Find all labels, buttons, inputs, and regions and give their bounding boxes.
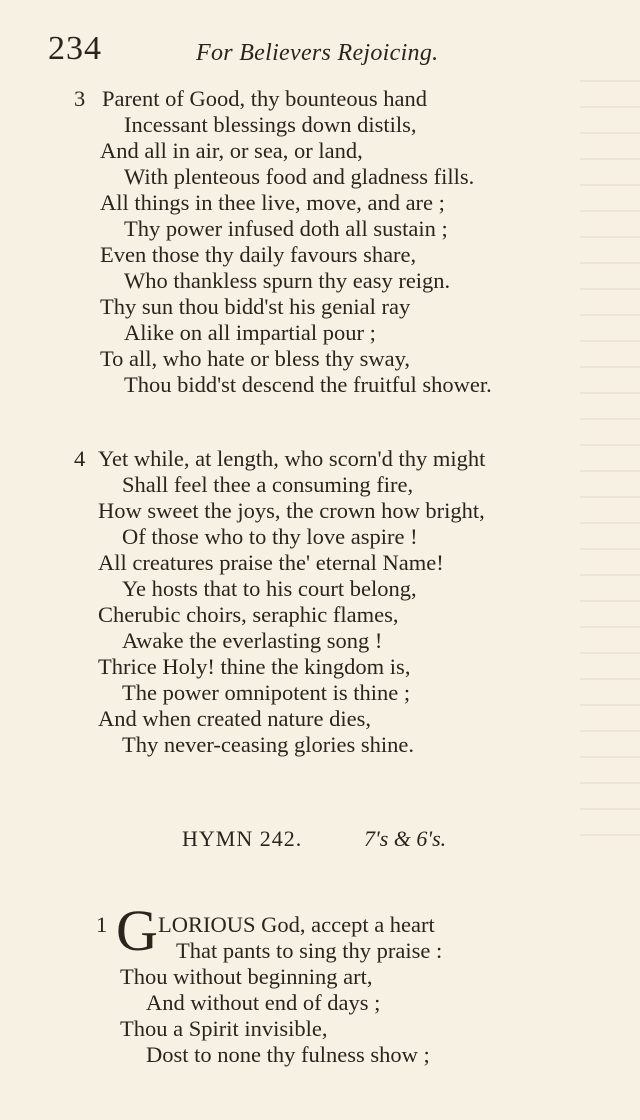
show-through-text [580, 80, 640, 840]
verse-line: Thy never-ceasing glories shine. [122, 732, 414, 757]
verse-line: Thou a Spirit invisible, [120, 1016, 328, 1041]
verse-line: Awake the everlasting song ! [122, 628, 383, 653]
verse-line: Dost to none thy fulness show ; [146, 1042, 430, 1067]
verse-line: Thy sun thou bidd'st his genial ray [100, 294, 411, 319]
verse-line: Who thankless spurn thy easy reign. [124, 268, 451, 293]
verse-line: That pants to sing thy praise : [176, 938, 443, 963]
verse-line: And when created nature dies, [98, 706, 372, 731]
verse-number: 3 [74, 86, 86, 111]
hymn-heading: HYMN 242. [182, 826, 303, 851]
page-number: 234 [48, 30, 102, 67]
drop-cap: G [116, 898, 158, 963]
verse-line: Ye hosts that to his court belong, [122, 576, 417, 601]
verse-line: How sweet the joys, the crown how bright, [98, 498, 485, 523]
verse-line: Thy power infused doth all sustain ; [124, 216, 448, 241]
verse-number: 4 [74, 446, 86, 471]
verse-line: LORIOUS God, accept a heart [158, 912, 435, 937]
verse-line: Parent of Good, thy bounteous hand [102, 86, 427, 111]
verse-line: Thrice Holy! thine the kingdom is, [98, 654, 411, 679]
running-title: For Believers Rejoicing. [196, 40, 439, 66]
hymn-meter: 7's & 6's. [364, 826, 447, 851]
verse-line: Yet while, at length, who scorn'd thy might [98, 446, 486, 471]
verse-line: Of those who to thy love aspire ! [122, 524, 418, 549]
verse-line: Thou without beginning art, [120, 964, 373, 989]
page-header [48, 30, 608, 74]
verse-line: Cherubic choirs, seraphic flames, [98, 602, 399, 627]
verse-line: Thou bidd'st descend the fruitful shower. [124, 372, 492, 397]
verse-line: The power omnipotent is thine ; [122, 680, 411, 705]
verse-line: All things in thee live, move, and are ; [100, 190, 445, 215]
verse-line: All creatures praise the' eternal Name! [98, 550, 444, 575]
verse-line: Alike on all impartial pour ; [124, 320, 376, 345]
verse-line: To all, who hate or bless thy sway, [100, 346, 411, 371]
verse-line: And without end of days ; [146, 990, 381, 1015]
verse-line: With plenteous food and gladness fills. [124, 164, 475, 189]
verse-line: Even those thy daily favours share, [100, 242, 417, 267]
verse-line: Shall feel thee a consuming fire, [122, 472, 414, 497]
verse-line: And all in air, or sea, or land, [100, 138, 363, 163]
verse-number: 1 [96, 912, 108, 937]
verse-line: Incessant blessings down distils, [124, 112, 417, 137]
